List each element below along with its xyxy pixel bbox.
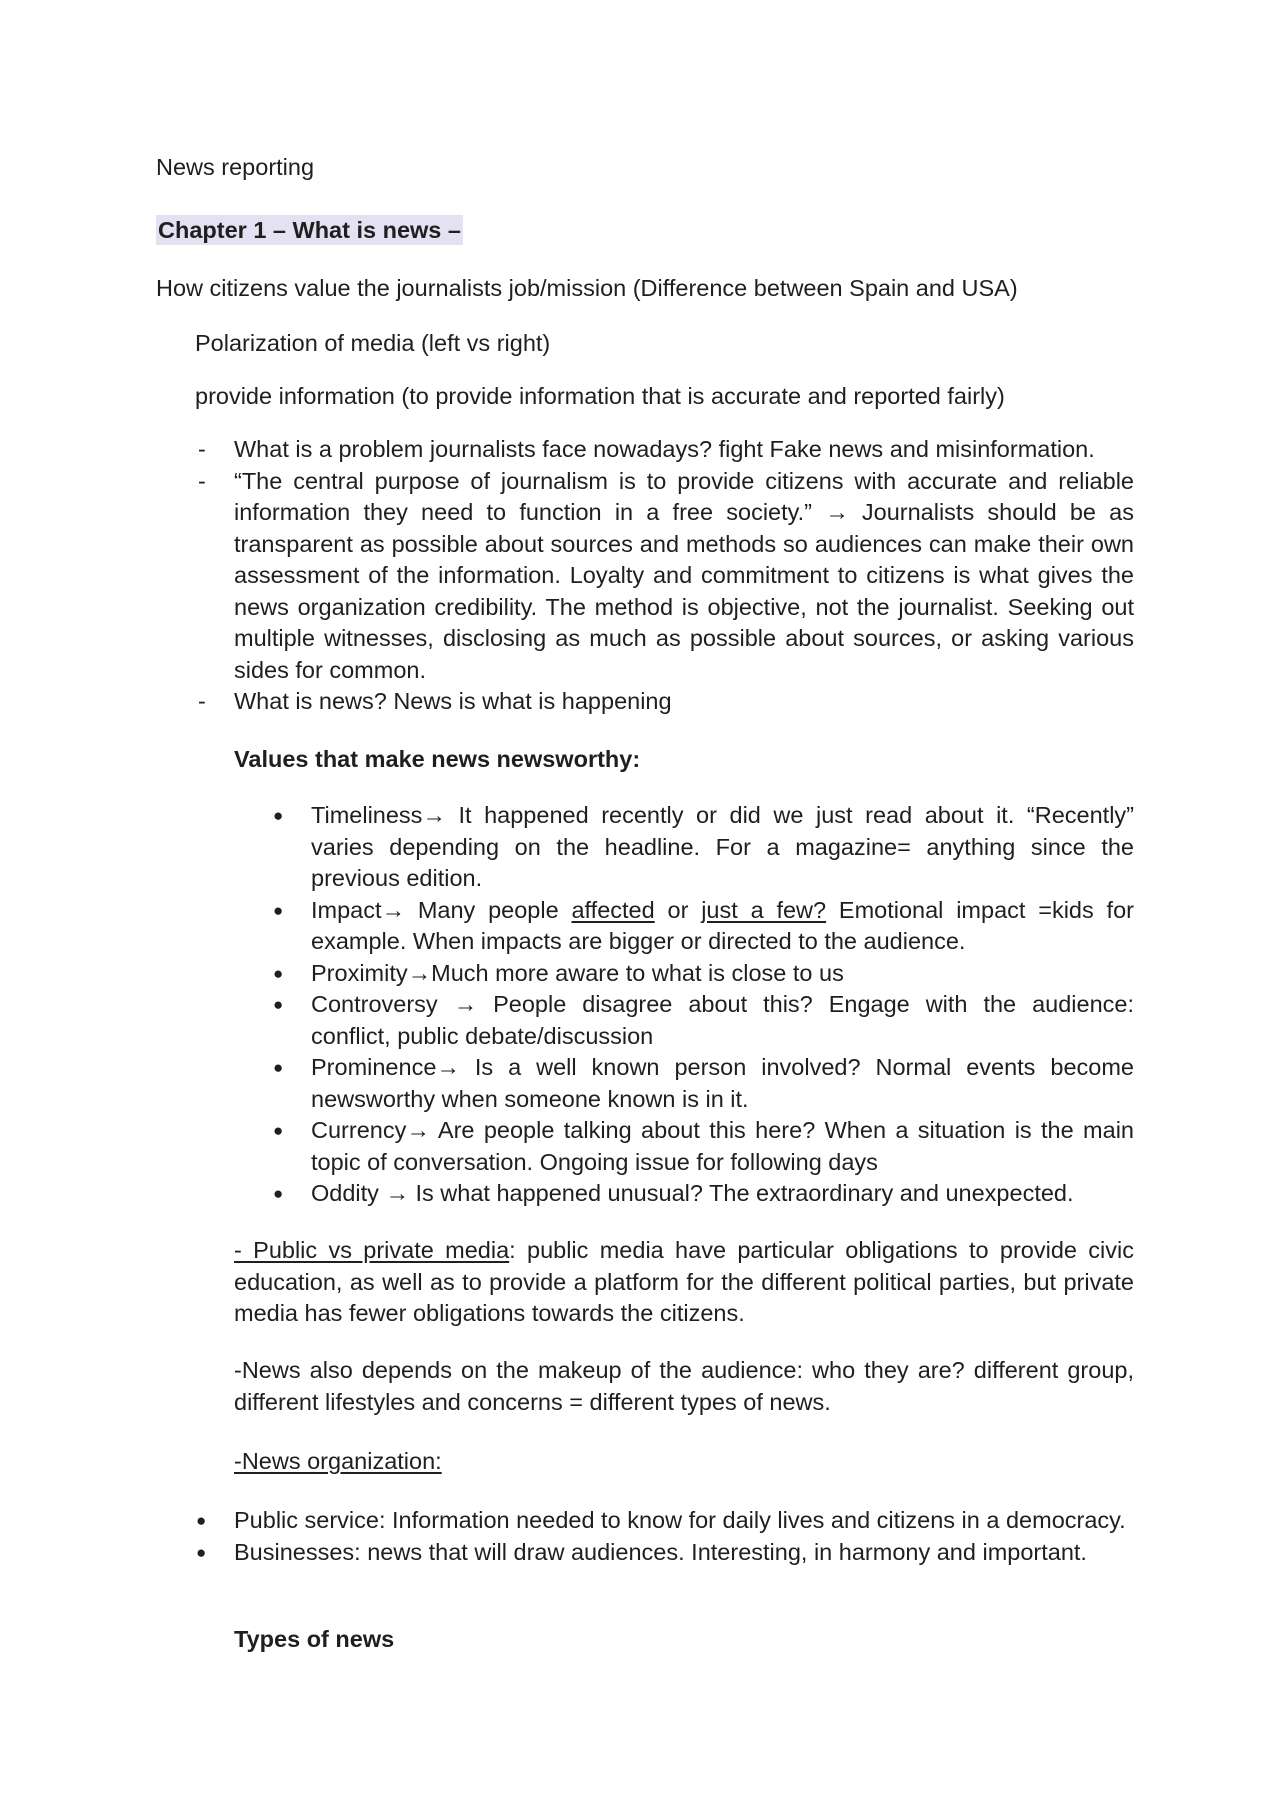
impact-underline-affected: affected xyxy=(571,896,655,923)
values-heading: Values that make news newsworthy: xyxy=(234,746,641,772)
dash-item xyxy=(198,686,1134,718)
list-item-text: Proximity→Much more aware to what is close to us xyxy=(311,959,844,986)
list-item-currency xyxy=(273,1115,1134,1178)
list-item-impact xyxy=(273,895,1134,958)
document-title: News reporting xyxy=(156,154,315,180)
impact-mid: or xyxy=(654,896,702,923)
indent-line-polarization: Polarization of media (left vs right) xyxy=(195,330,551,356)
dash-marker: - xyxy=(198,688,206,714)
audience-paragraph: -News also depends on the makeup of the audience: who they are? different group, different lifestyles and concerns = different types of news. xyxy=(234,1357,1134,1415)
list-item-text: Controversy → People disagree about this? Engage with the audience: conflict, public debate/discussion xyxy=(311,991,1134,1049)
dash-list xyxy=(198,434,1134,718)
public-private-text: : public media have particular obligations to provide civic education, as well as to provide a platform for the different political parties, but private media has fewer obligations towards the citizens. xyxy=(234,1237,1134,1326)
dash-marker: - xyxy=(198,467,206,494)
list-item-text: Public service: Information needed to know for daily lives and citizens in a democracy. xyxy=(234,1507,1126,1533)
list-item-text: Prominence→ Is a well known person involved? Normal events become newsworthy when someone known is in it. xyxy=(311,1054,1134,1112)
list-item-oddity xyxy=(273,1178,1134,1210)
bullet-icon: ● xyxy=(273,806,284,825)
values-list xyxy=(273,800,1134,1210)
chapter-heading xyxy=(156,215,463,247)
impact-post: Emotional impact =kids for example. When impacts are bigger or directed to the audience. xyxy=(311,896,1134,954)
public-private-paragraph xyxy=(234,1235,1134,1330)
intro-line: How citizens value the journalists job/mission (Difference between Spain and USA) xyxy=(156,275,1018,301)
bullet-icon: ● xyxy=(273,963,284,983)
bullet-icon: ● xyxy=(273,995,284,1014)
list-item-timeliness xyxy=(273,800,1134,895)
list-item-text: Businesses: news that will draw audiences. Interesting, in harmony and important. xyxy=(234,1538,1087,1565)
bullet-icon: ● xyxy=(196,1511,207,1530)
bullet-icon: ● xyxy=(273,1121,284,1140)
bullet-icon: ● xyxy=(196,1542,207,1562)
list-item-text: Timeliness→ It happened recently or did we just read about it. “Recently” varies depending on the headline. For a magazine= anything since the previous edition. xyxy=(311,802,1134,891)
organization-list xyxy=(196,1505,1134,1568)
bullet-icon: ● xyxy=(273,1184,284,1203)
impact-underline-few: just a few? xyxy=(701,896,827,923)
dash-item-text: “The central purpose of journalism is to provide citizens with accurate and reliable information they need to function in a free society.” → Journalists should be as transparent as possible about sources and methods so audiences can make their own assessment of the information. Loyalty and commitment to citizens is what gives the news organization credibility. The method is objective, not the journalist. Seeking out multiple witnesses, disclosing as much as possible about sources, or asking various sides for common. xyxy=(234,467,1134,683)
news-organization-heading: -News organization: xyxy=(234,1448,442,1474)
impact-pre: Impact→ Many people xyxy=(311,896,572,923)
types-of-news-heading: Types of news xyxy=(234,1626,395,1652)
bullet-icon: ● xyxy=(273,1058,284,1077)
dash-item xyxy=(198,434,1134,466)
bullet-icon: ● xyxy=(273,900,284,920)
list-item-text: Oddity → Is what happened unusual? The extraordinary and unexpected. xyxy=(311,1180,1074,1206)
list-item-text: Currency→ Are people talking about this here? When a situation is the main topic of conversation. Ongoing issue for following days xyxy=(311,1117,1134,1175)
list-item-public-service xyxy=(196,1505,1134,1537)
list-item-prominence xyxy=(273,1052,1134,1115)
public-private-heading: - Public vs private media xyxy=(234,1237,510,1263)
list-item-controversy xyxy=(273,989,1134,1052)
indent-line-provide-information: provide information (to provide information that is accurate and reported fairly) xyxy=(195,383,1005,409)
chapter-heading-text: Chapter 1 – What is news – xyxy=(158,217,461,243)
dash-marker: - xyxy=(198,436,206,462)
list-item-businesses xyxy=(196,1537,1134,1569)
list-item-proximity xyxy=(273,958,1134,990)
dash-item-text: What is a problem journalists face nowadays? fight Fake news and misinformation. xyxy=(234,436,1095,462)
dash-item xyxy=(198,466,1134,687)
dash-item-text: What is news? News is what is happening xyxy=(234,688,672,714)
